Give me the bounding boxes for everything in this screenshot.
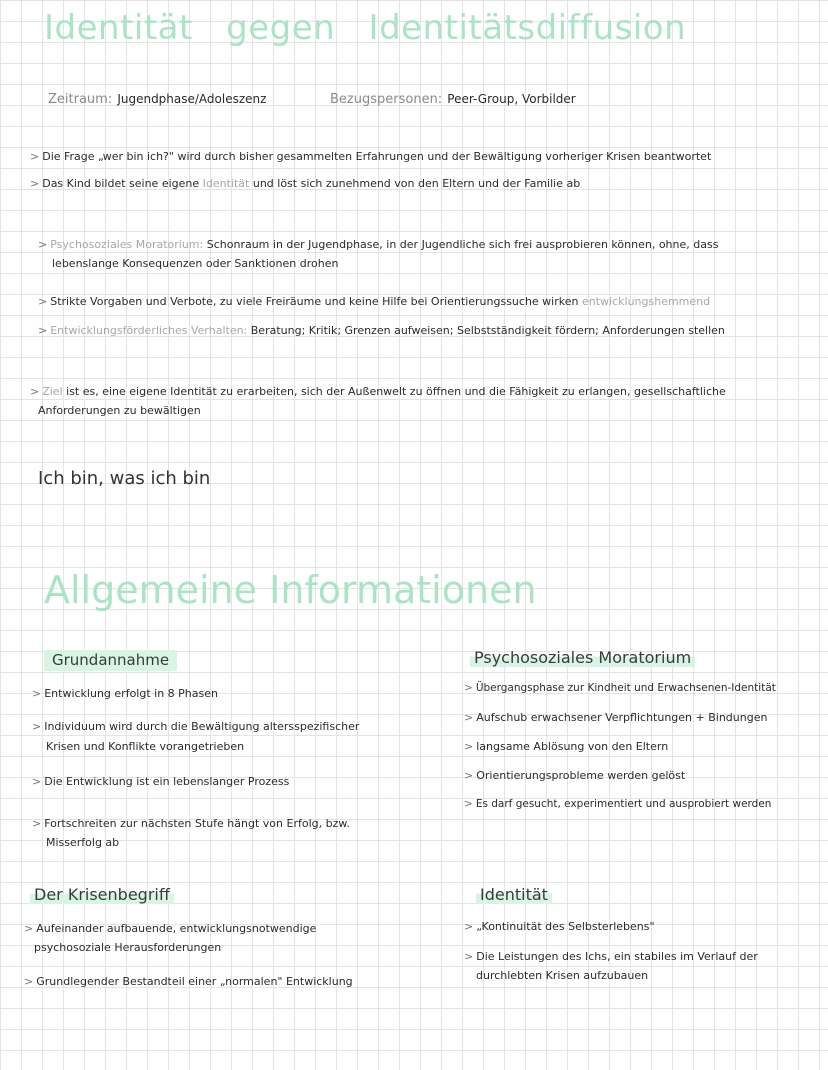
- title-part2: gegen: [226, 8, 336, 48]
- grund-item-1: > Entwicklung erfolgt in 8 Phasen: [32, 687, 218, 700]
- grund-item-4b: Misserfolg ab: [46, 836, 120, 849]
- moratorium-line2: lebenslange Konsequenzen oder Sanktionen drohen: [52, 257, 339, 270]
- bezug-value: Peer-Group, Vorbilder: [447, 92, 576, 106]
- psychosoziales-heading: Psychosoziales Moratorium: [470, 648, 695, 667]
- page-title: [44, 8, 686, 48]
- grund-item-3: > Die Entwicklung ist ein lebenslanger Prozess: [32, 775, 290, 788]
- krise-item-1: > Aufeinander aufbauende, entwicklungsnotwendige: [24, 922, 317, 935]
- zeitraum-label: Zeitraum:: [48, 92, 113, 107]
- ziel-label: Ziel: [42, 385, 63, 398]
- bezug-row: [330, 88, 576, 107]
- krise-item-1b: psychosoziale Herausforderungen: [34, 941, 222, 954]
- ident-item-2: > Die Leistungen des Ichs, ein stabiles im Verlauf der: [464, 950, 758, 963]
- grund-item-2: > Individuum wird durch die Bewältigung altersspezifischer: [32, 720, 360, 733]
- ziel-line2: Anforderungen zu bewältigen: [38, 404, 201, 417]
- ident-item-1: > „Kontinuität des Selbsterlebens": [464, 920, 655, 933]
- bullet-kind: > Das Kind bildet seine eigene Identität und löst sich zunehmend von den Eltern und der Familie ab: [30, 177, 581, 190]
- psy-item-3: > langsame Ablösung von den Eltern: [464, 740, 669, 753]
- psy-item-5: > Es darf gesucht, experimentiert und ausprobiert werden: [464, 798, 772, 810]
- title-part3: Identitätsdiffusion: [368, 8, 687, 48]
- title-part1: Identität: [44, 8, 193, 48]
- vorgaben-line: > Strikte Vorgaben und Verbote, zu viele Freiräume und keine Hilfe bei Orientierungssuche wirken entwicklungshemmend: [38, 295, 711, 308]
- krise-item-2: > Grundlegender Bestandteil einer „normalen" Entwicklung: [24, 975, 353, 988]
- bezug-label: Bezugspersonen:: [330, 92, 443, 107]
- grundannahme-heading: Grundannahme: [44, 650, 177, 669]
- psy-item-1: > Übergangsphase zur Kindheit und Erwachsenen-Identität: [464, 682, 776, 694]
- entwicklungshemmend: entwicklungshemmend: [581, 295, 711, 308]
- grund-item-2b: Krisen und Konflikte vorangetrieben: [46, 740, 245, 753]
- zeitraum-row: [48, 88, 266, 107]
- foerderlich-label: Entwicklungsförderliches Verhalten:: [50, 324, 248, 337]
- psy-item-2: > Aufschub erwachsener Verpflichtungen + Bindungen: [464, 711, 768, 724]
- krise-heading: Der Krisenbegriff: [30, 885, 174, 904]
- grund-item-4: > Fortschreiten zur nächsten Stufe hängt von Erfolg, bzw.: [32, 817, 350, 830]
- zeitraum-value: Jugendphase/Adoleszenz: [117, 92, 267, 106]
- motto: Ich bin, was ich bin: [38, 468, 211, 489]
- identitaet-heading: Identität: [476, 885, 552, 904]
- foerderlich-line: > Entwicklungsförderliches Verhalten: Beratung; Kritik; Grenzen aufweisen; Selbstständigkeit fördern; Anforderungen stellen: [38, 324, 725, 337]
- bullet-frage: > Die Frage „wer bin ich?" wird durch bisher gesammelten Erfahrungen und der Bewältigung vorheriger Krisen beantwortet: [30, 150, 712, 163]
- ziel-line1: > Ziel ist es, eine eigene Identität zu erarbeiten, sich der Außenwelt zu öffnen und die Fähigkeit zu erlangen, gesellschaftliche: [30, 385, 726, 398]
- identitaet-grey: Identität: [202, 177, 250, 190]
- psy-item-4: > Orientierungsprobleme werden gelöst: [464, 769, 686, 782]
- moratorium-label: Psychosoziales Moratorium:: [50, 238, 204, 251]
- section-title: Allgemeine Informationen: [44, 568, 537, 612]
- ident-item-2b: durchlebten Krisen aufzubauen: [476, 969, 649, 982]
- moratorium-line1: > Psychosoziales Moratorium: Schonraum in der Jugendphase, in der Jugendliche sich frei ausprobieren können, ohne, dass: [38, 238, 719, 251]
